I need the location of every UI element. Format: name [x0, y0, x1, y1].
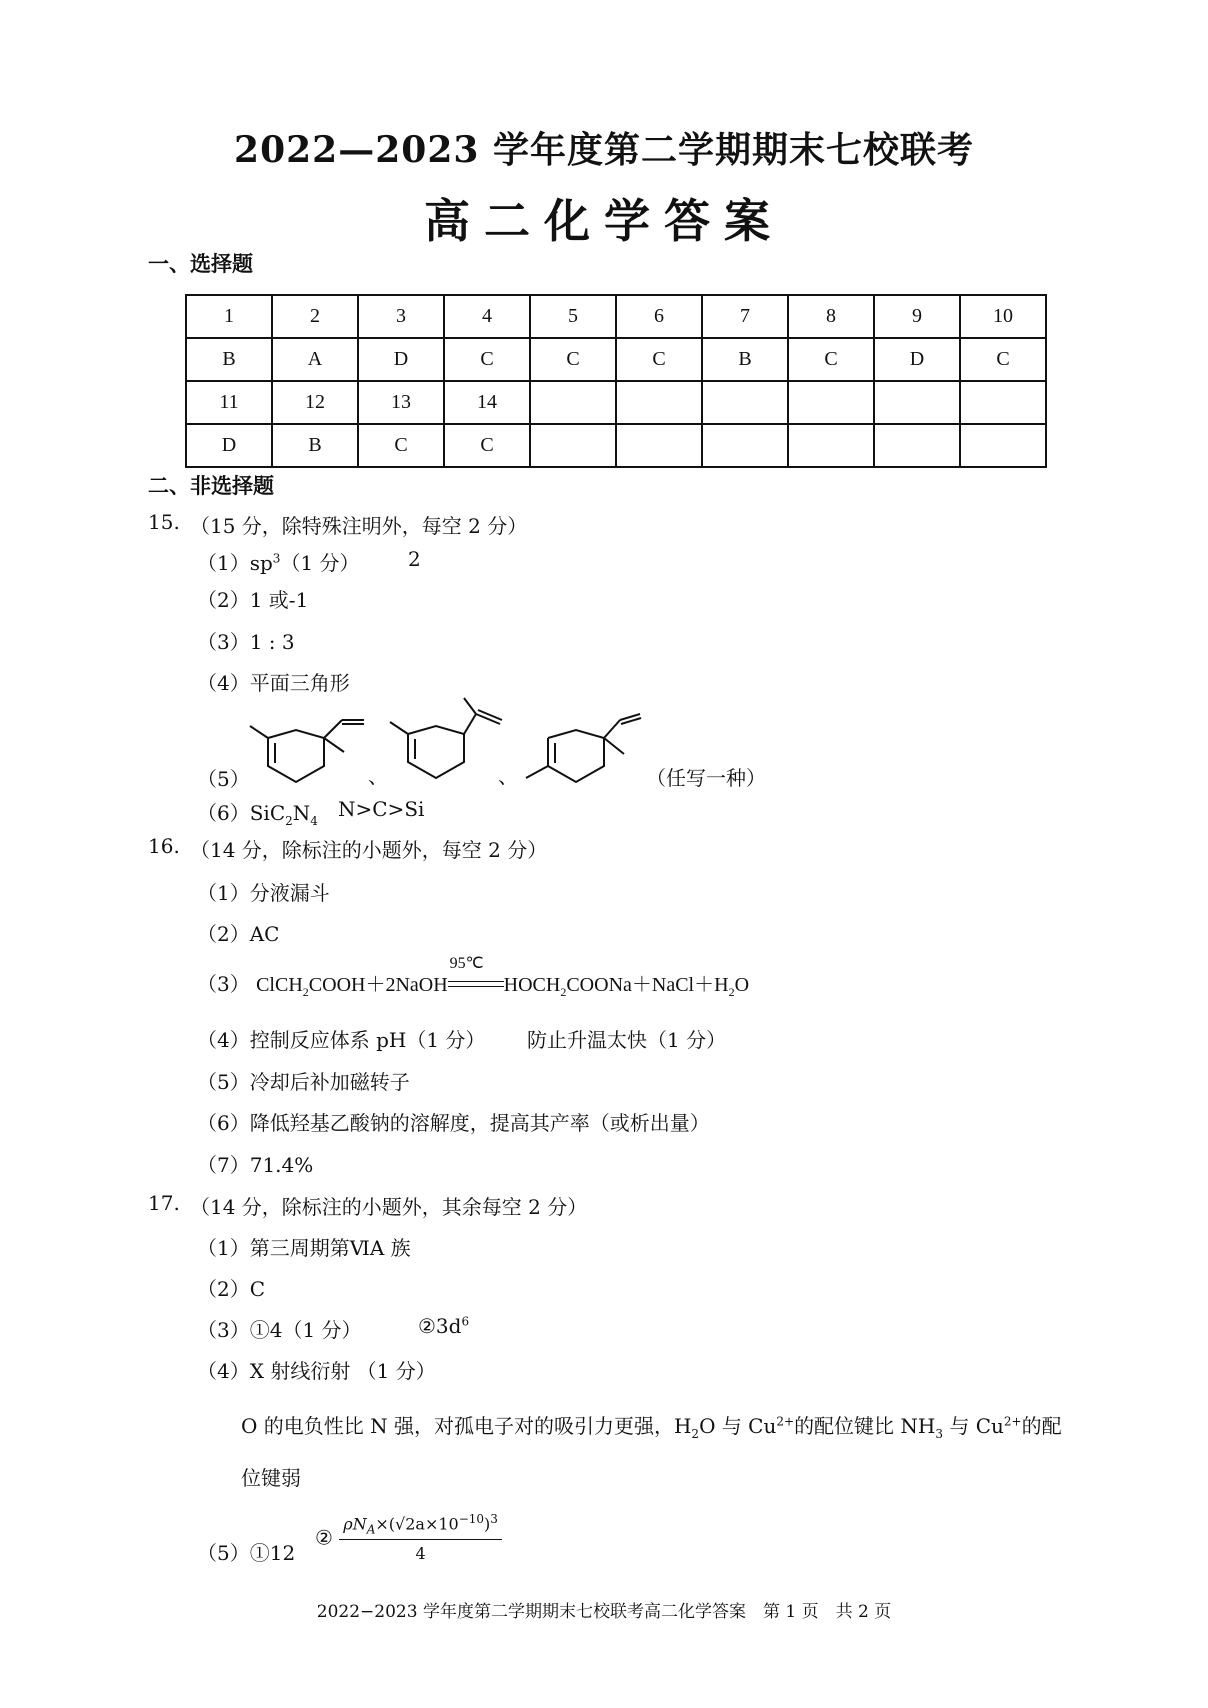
answer-line: （1）第三周期第ⅥA 族	[197, 1236, 411, 1260]
answer-note: （任写一种）	[646, 766, 766, 790]
superscript: 2+	[776, 1414, 795, 1429]
question-number: 15.	[148, 510, 180, 534]
table-cell	[960, 381, 1046, 424]
table-cell	[702, 381, 788, 424]
explanation-text: O 的电负性比 N 强，对孤电子对的吸引力更强，H	[241, 1414, 692, 1438]
separator-text: 、	[498, 764, 518, 788]
table-cell: B	[186, 338, 272, 381]
density-fraction	[339, 1512, 502, 1563]
explanation-line: 位键弱	[241, 1466, 301, 1490]
exam-title: 2022—2023 学年度第二学期期末七校联考	[234, 129, 974, 171]
subscript: 2	[560, 985, 567, 999]
answer-line	[197, 954, 750, 1000]
table-cell	[616, 424, 702, 467]
subscript: 2	[728, 985, 735, 999]
molecule-structure-2	[380, 694, 510, 784]
table-cell: 7	[702, 295, 788, 338]
table-cell: C	[788, 338, 874, 381]
table-cell: 3	[358, 295, 444, 338]
formula-text: ρN	[343, 1514, 367, 1534]
question-number: 16.	[148, 834, 180, 858]
answer-label: （3）	[197, 972, 250, 996]
table-cell	[960, 424, 1046, 467]
table-cell: 1	[186, 295, 272, 338]
answer-line: （7）71.4%	[197, 1153, 314, 1177]
condition-text: 95℃	[449, 954, 484, 972]
answer-line: （6）降低羟基乙酸钠的溶解度，提高其产率（或析出量）	[197, 1111, 710, 1135]
table-cell: C	[960, 338, 1046, 381]
formula-text: O	[734, 974, 750, 996]
question-header: （14 分，除标注的小题外，其余每空 2 分）	[190, 1195, 588, 1219]
answer-line: （4）X 射线衍射 （1 分）	[197, 1359, 436, 1383]
subject-title: 高二化学答案	[424, 194, 784, 248]
table-cell	[788, 424, 874, 467]
molecule-structure-3	[512, 708, 652, 788]
table-cell: 14	[444, 381, 530, 424]
table-cell: 6	[616, 295, 702, 338]
answer-line: （5）①12	[197, 1541, 296, 1565]
answer-text: （1）sp	[197, 551, 273, 575]
table-cell: C	[358, 424, 444, 467]
page-footer: 2022−2023 学年度第二学期期末七校联考高二化学答案 第 1 页 共 2 页	[316, 1602, 892, 1622]
explanation-text: 与 Cu	[943, 1414, 1004, 1438]
fraction-numerator	[339, 1512, 502, 1540]
answer-line: （5）冷却后补加磁转子	[197, 1070, 410, 1094]
answer-text: ②3d	[418, 1314, 462, 1338]
table-cell: 11	[186, 381, 272, 424]
answer-text: 2	[408, 547, 421, 571]
equal-line	[448, 986, 504, 987]
answer-line: （2）1 或-1	[197, 588, 309, 612]
molecule-structure-1	[240, 708, 380, 788]
answer-line	[197, 547, 360, 576]
table-cell	[616, 381, 702, 424]
answer-text: N	[292, 801, 311, 825]
table-row	[186, 424, 1046, 467]
question-number: 17.	[148, 1191, 180, 1215]
superscript: −10	[458, 1512, 485, 1526]
explanation-line	[241, 1410, 1062, 1441]
formula-text: ClCH	[256, 974, 303, 996]
superscript: 3	[490, 1512, 498, 1526]
fraction-denominator: 4	[415, 1543, 426, 1563]
table-row	[186, 295, 1046, 338]
answer-line: （2）C	[197, 1277, 266, 1301]
table-cell	[874, 381, 960, 424]
superscript: 3	[272, 551, 281, 566]
choice-answer-table	[185, 294, 1047, 468]
formula-text: COOH＋2NaOH	[308, 974, 448, 996]
table-cell	[702, 424, 788, 467]
table-cell	[530, 424, 616, 467]
answer-text: ②	[315, 1525, 333, 1550]
subscript: 2	[285, 814, 293, 828]
superscript: 6	[461, 1314, 470, 1329]
question-header: （14 分，除标注的小题外，每空 2 分）	[190, 838, 548, 862]
table-cell: 8	[788, 295, 874, 338]
table-cell: D	[358, 338, 444, 381]
table-cell: B	[702, 338, 788, 381]
subscript: 2	[691, 1427, 700, 1441]
formula-text: HOCH	[503, 974, 561, 996]
subscript: 3	[935, 1427, 944, 1441]
equation-left	[256, 974, 448, 999]
equal-line	[448, 981, 504, 982]
table-cell: 2	[272, 295, 358, 338]
table-cell: D	[186, 424, 272, 467]
table-cell: 4	[444, 295, 530, 338]
answer-line: （3）①4（1 分）	[197, 1318, 362, 1342]
table-cell: C	[530, 338, 616, 381]
table-cell	[788, 381, 874, 424]
table-cell: C	[444, 338, 530, 381]
answer-line: （4）平面三角形	[197, 671, 350, 695]
answer-text: （6）SiC	[197, 801, 286, 825]
table-cell: C	[616, 338, 702, 381]
formula-text: ×(√2a×10	[375, 1514, 459, 1534]
table-cell: A	[272, 338, 358, 381]
answer-line: （2）AC	[197, 922, 280, 946]
explanation-text: 的配	[1021, 1414, 1062, 1438]
reaction-condition	[448, 954, 504, 997]
answer-formula	[315, 1512, 502, 1563]
equation-right	[503, 974, 750, 999]
formula-text: )	[484, 1514, 491, 1534]
table-row	[186, 338, 1046, 381]
table-cell: 9	[874, 295, 960, 338]
explanation-text: O 与 Cu	[699, 1414, 777, 1438]
separator-text: 、	[368, 764, 388, 788]
answer-line: （1）分液漏斗	[197, 881, 330, 905]
answer-line	[197, 797, 318, 828]
subscript: 2	[302, 985, 309, 999]
table-cell	[874, 424, 960, 467]
table-cell: B	[272, 424, 358, 467]
table-cell	[530, 381, 616, 424]
table-cell: C	[444, 424, 530, 467]
answer-text	[418, 1314, 469, 1338]
section-nonchoice-heading: 二、非选择题	[148, 473, 274, 498]
answer-text: （1 分）	[280, 551, 360, 575]
explanation-text: 的配位键比 NH	[794, 1414, 936, 1438]
superscript: 2+	[1003, 1414, 1022, 1429]
subscript: A	[366, 1522, 376, 1537]
section-choice-heading: 一、选择题	[148, 251, 253, 276]
table-cell: 13	[358, 381, 444, 424]
subscript: 4	[310, 814, 318, 828]
answer-line: （3）1 : 3	[197, 630, 295, 654]
question-header: （15 分，除特殊注明外，每空 2 分）	[190, 514, 528, 538]
answer-line: （5）	[197, 767, 250, 791]
table-cell: 12	[272, 381, 358, 424]
answer-text: 防止升温太快（1 分）	[527, 1028, 727, 1052]
table-row	[186, 381, 1046, 424]
answer-line: （4）控制反应体系 pH（1 分）	[197, 1028, 486, 1052]
formula-text: COONa＋NaCl＋H	[566, 974, 729, 996]
table-cell: 5	[530, 295, 616, 338]
answer-text: N>C>Si	[338, 797, 425, 821]
table-cell: D	[874, 338, 960, 381]
table-cell: 10	[960, 295, 1046, 338]
